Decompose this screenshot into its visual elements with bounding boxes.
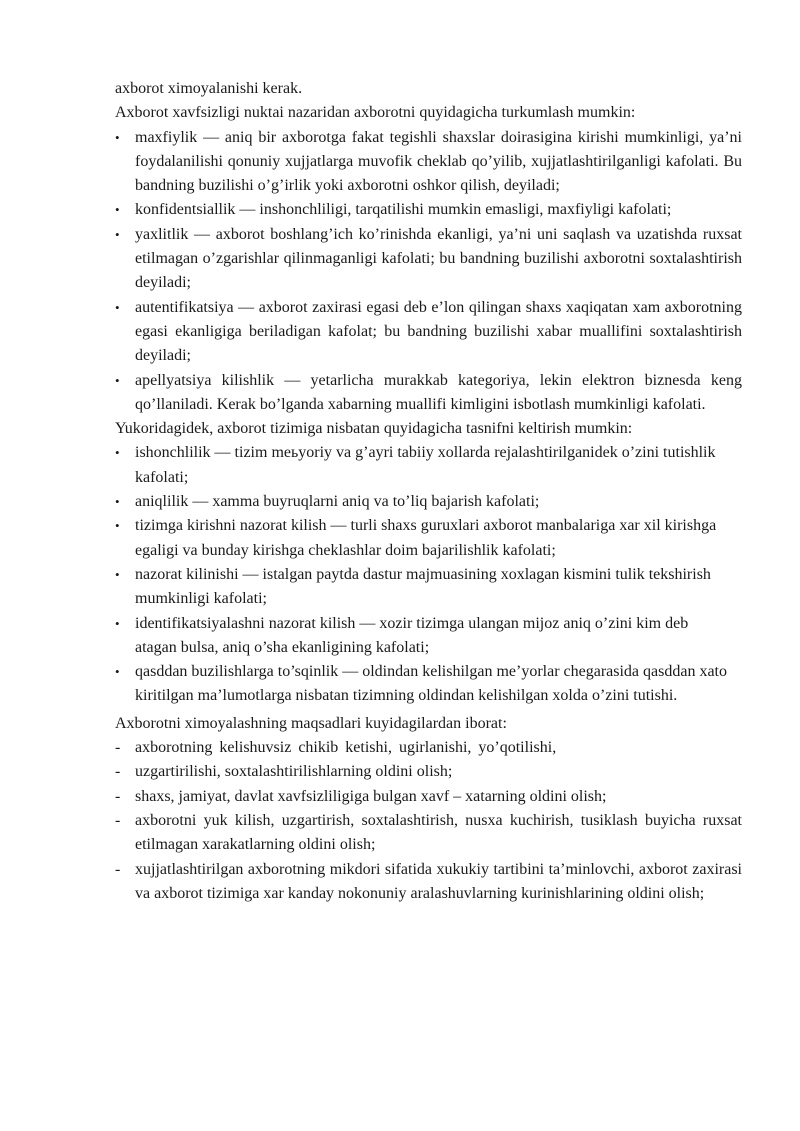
list-item [115,296,742,369]
bullet-icon: • [115,299,120,315]
list-item [115,809,742,858]
dash-icon: - [115,787,121,805]
bullet-icon: • [115,494,120,510]
list-item-text: nazorat kilinishi — istalgan paytda dastur majmuasining xoxlagan kismini tulik tekshirish mumkinligi kafolati; [135,565,711,608]
dash-icon: - [115,739,121,757]
bullet-icon: • [115,445,120,461]
list-item [115,660,727,709]
list-item [115,369,742,418]
list-item [115,198,742,222]
list-item-text: shaxs, jamiyat, davlat xavfsizliligiga bulgan xavf – xatarning oldini olish; [135,787,607,805]
list-item [115,514,727,563]
list-item-text: xujjatlashtirilgan axborotning mikdori sifatida xukukiy tartibini ta’minlovchi, axborot zaxirasi va axborot tizimiga xar kanday nokonuniy aralashuvlarning kurinishlarining oldini olish; [135,860,742,902]
list-item-text: aniqlilik — xamma buyruqlarni aniq va to’liq bajarish kafolati; [135,493,540,511]
goals-intro: Axborotni ximoyalashning maqsadlari kuyidagilardan iborat: [115,714,507,732]
list-item [115,736,742,760]
info-category-list [115,126,742,418]
system-intro: Yukoridagidek, axborot tizimiga nisbatan quyidagicha tasnifni keltirish mumkin: [115,420,633,438]
bullet-icon: • [115,129,120,145]
list-item-text: axborotning kelishuvsiz chikib ketishi, ugirlanishi, yo’qotilishi, [135,739,557,757]
list-item-text: apellyatsiya kilishlik — yetarlicha murakkab kategoriya, lekin elektron biznesda keng qo’llaniladi. Kerak bo’lganda xabarning muallifi kimligini isbotlash mumkinligi kafolati. [135,371,742,413]
bullet-icon: • [115,372,120,388]
classification-intro: Axborot xavfsizligi nuktai nazaridan axborotni quyidagicha turkumlash mumkin: [115,104,636,122]
list-item [115,612,727,661]
intro-tail-paragraph: axborot ximoyalanishi kerak. [115,80,303,97]
list-item-text: axborotni yuk kilish, uzgartirish, soxtalashtirish, nusxa kuchirish, tusiklash buyicha ruxsat etilmagan xarakatlarning oldini olish; [135,811,742,854]
list-item [115,490,727,514]
bullet-icon: • [115,615,120,631]
list-item [115,441,727,490]
document-page [115,77,742,906]
list-item-text: tizimga kirishni nazorat kilish — turli shaxs guruxlari axborot manbalariga xar xil kirishga egaligi va bunday kirishga cheklashlar doim bajarilishlik kafolati; [135,517,717,559]
list-item-text: identifikatsiyalashni nazorat kilish — xozir tizimga ulangan mijoz aniq o’zini kim deb atagan bulsa, aniq o’sha ekanligining kafolati; [135,614,689,656]
list-item-text: yaxlitlik — axborot boshlang’ich ko’rinishda ekanligi, ya’ni uni saqlash va uzatishda ruxsat etilmagan o’zgarishlar qilinmaganligi kafolati; bu bandning buzilishi axborotni soxtalashtirish deyiladi; [135,225,742,292]
bullet-icon: • [115,518,120,534]
system-category-list [115,441,727,708]
goals-list [115,736,742,906]
bullet-icon: • [115,226,120,242]
list-item [115,126,742,199]
list-item-text: autentifikatsiya — axborot zaxirasi egasi deb e’lon qilingan shaxs xaqiqatan xam axborotning egasi ekanligiga beriladigan kafolat; bu bandning buzilishi xabar muallifini soxtalashtirish deyiladi; [135,298,742,365]
list-item [115,760,742,784]
dash-icon: - [115,811,121,829]
bullet-icon: • [115,566,120,582]
list-item-text: maxfiylik — aniq bir axborotga fakat tegishli shaxslar doirasigina kirishi mumkinligi, ya’ni foydalanilishi qonuniy xujjatlarga muvofik cheklab qo’yilib, xujjatlashtirilganligi kafolati. Bu bandning buzilishi o’g’irlik yoki axborotni oshkor qilish, deyiladi; [135,128,742,195]
list-item-text: konfidentsiallik — inshonchliligi, tarqatilishi mumkin emasligi, maxfiyligi kafolati; [135,201,672,219]
bullet-icon: • [115,202,120,218]
list-item [115,858,742,907]
list-item [115,785,742,809]
dash-icon: - [115,763,121,781]
list-item [115,563,727,612]
bullet-icon: • [115,664,120,680]
list-item-text: uzgartirilishi, soxtalashtirilishlarning oldini olish; [135,763,453,781]
list-item-text: ishonchlilik — tizim meьyoriy va g’ayri tabiiy xollarda rejalashtirilganidek o’zini tutishlik kafolati; [135,444,716,486]
list-item-text: qasddan buzilishlarga to’sqinlik — oldindan kelishilgan me’yorlar chegarasida qasddan xato kiritilgan ma’lumotlarga nisbatan tizimning oldindan kelishilgan xolda o’zini tutishi. [135,663,727,705]
dash-icon: - [115,860,121,878]
list-item [115,223,742,296]
